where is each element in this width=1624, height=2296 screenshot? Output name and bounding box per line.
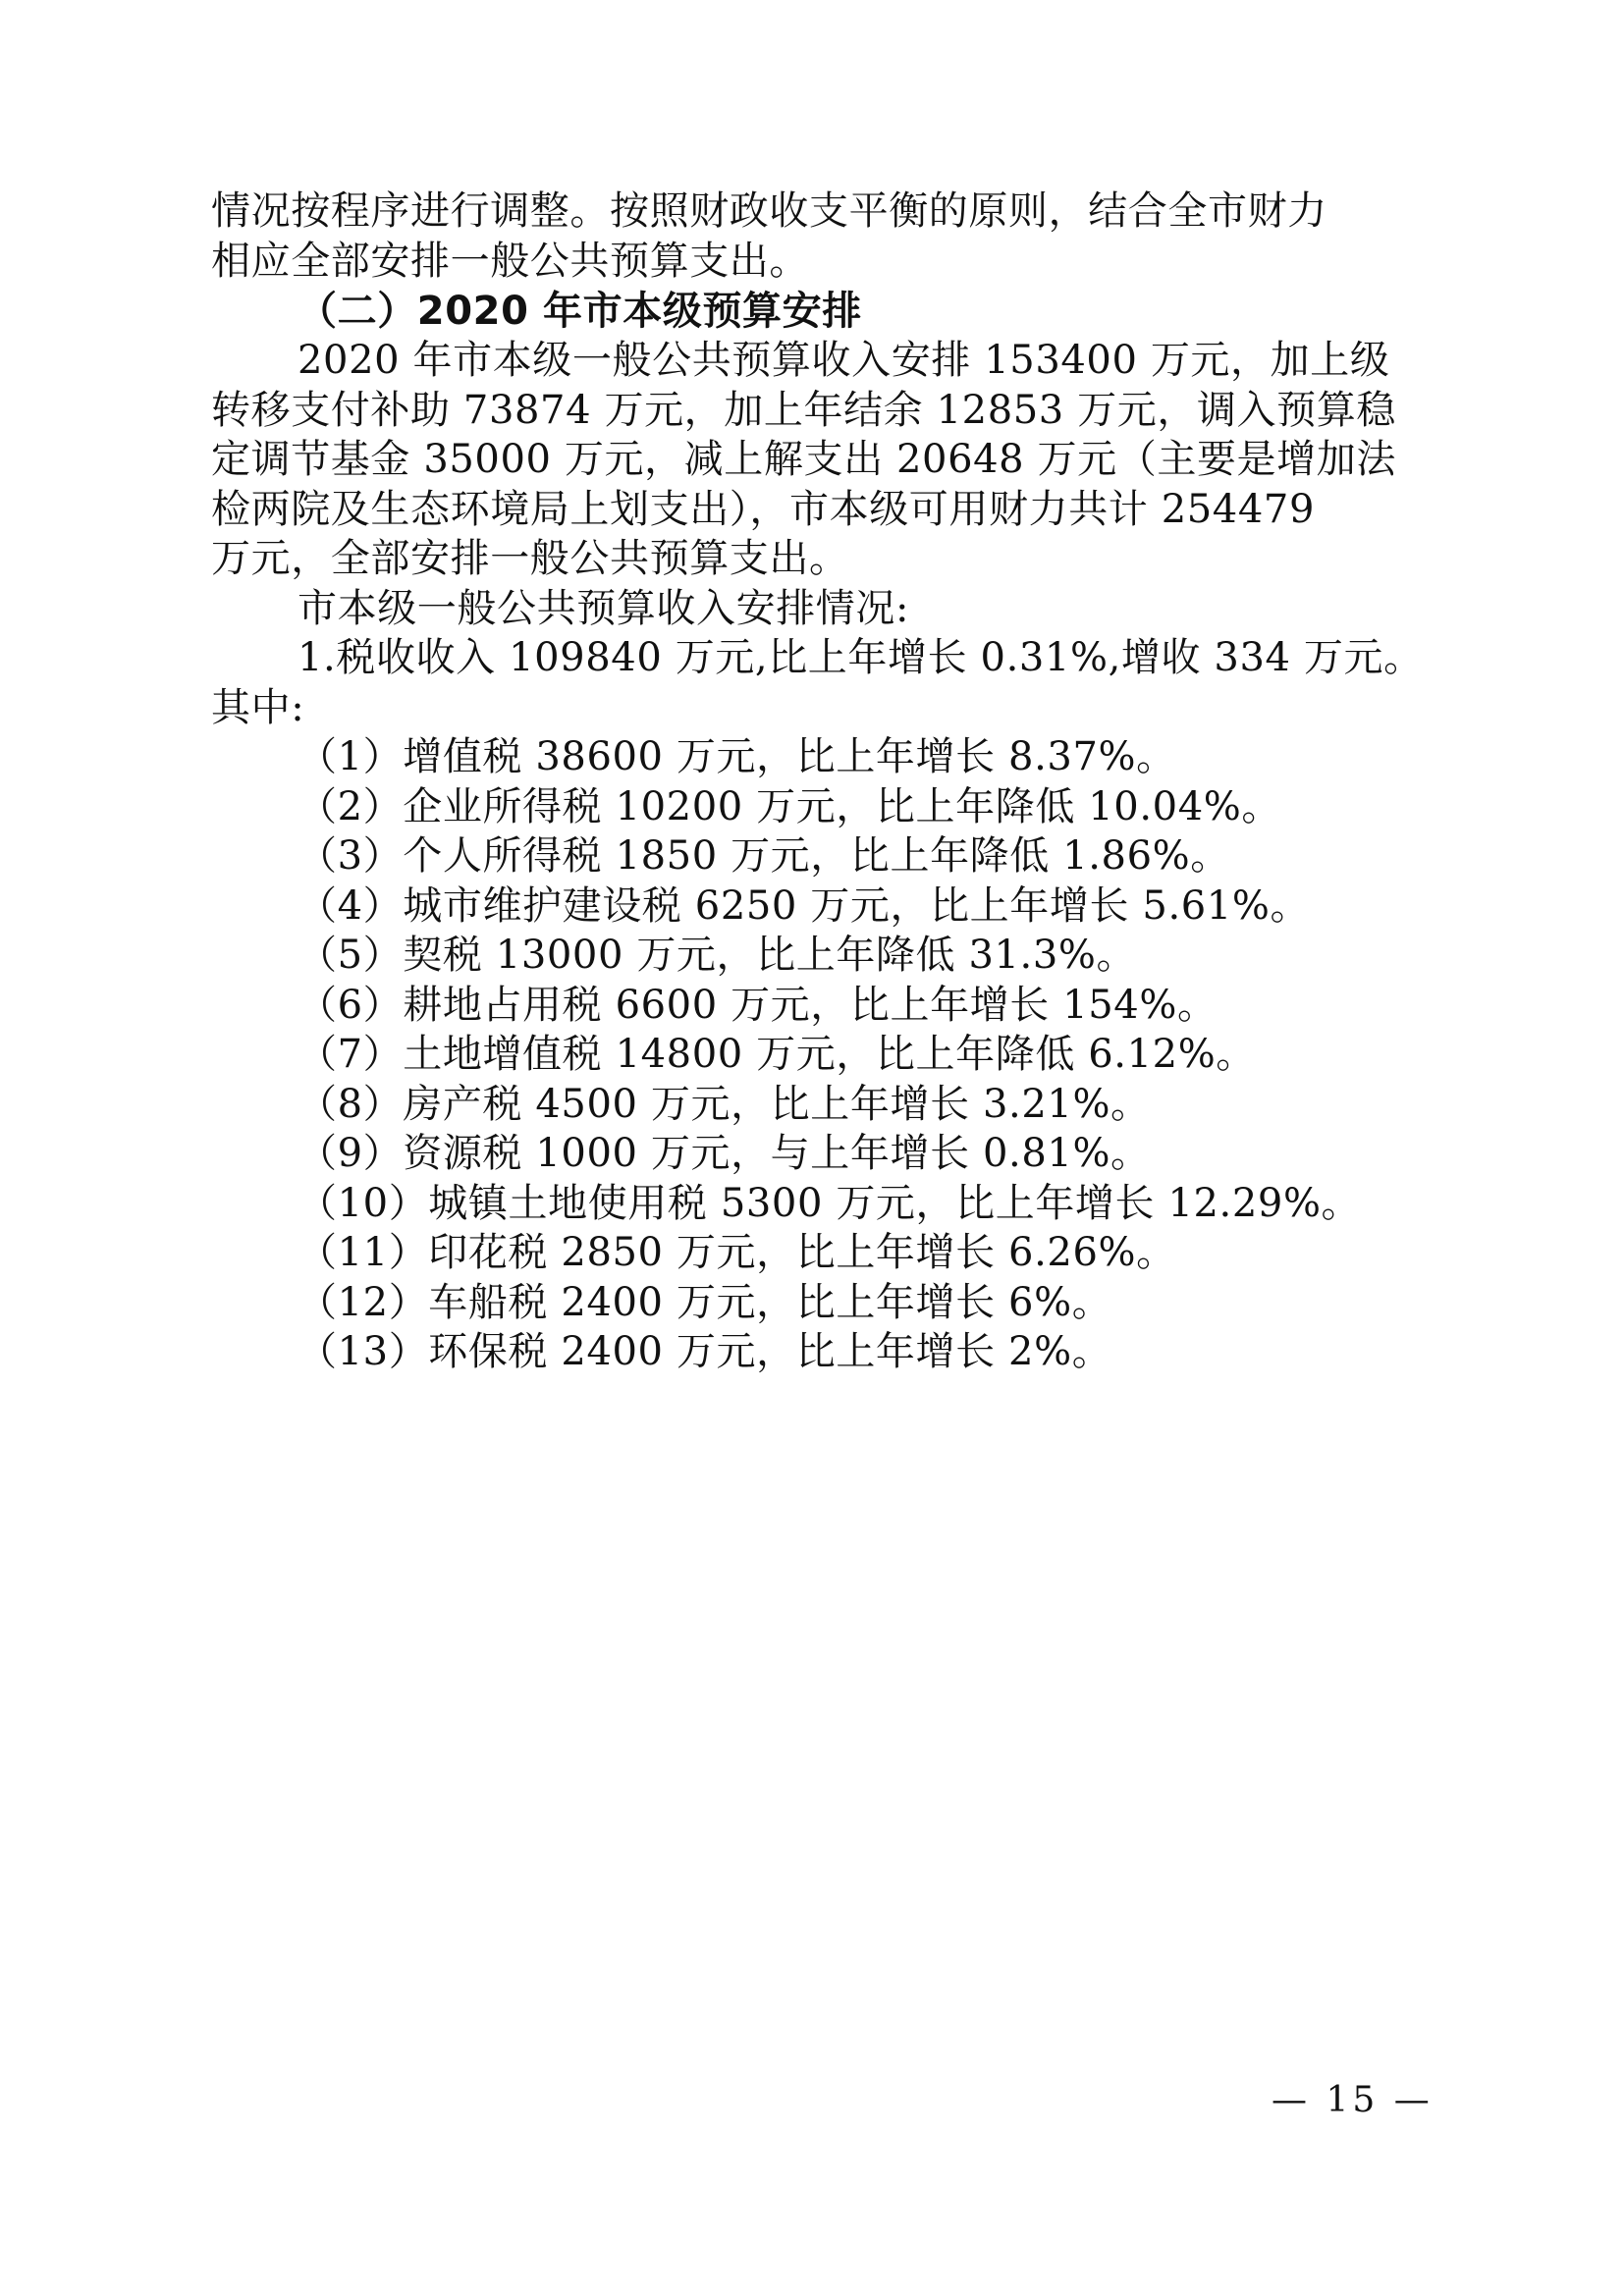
section-heading: （二）2020 年市本级预算安排 [298, 289, 862, 334]
tax-item: （1）增值税 38600 万元，比上年增长 8.37%。 [298, 734, 1176, 779]
tax-item: （9）资源税 1000 万元，与上年增长 0.81%。 [298, 1131, 1151, 1176]
paragraph-line: 2020 年市本级一般公共预算收入安排 153400 万元，加上级 [298, 338, 1390, 383]
paragraph-line: 检两院及生态环境局上划支出），市本级可用财力共计 254479 [211, 487, 1316, 532]
tax-item: （7）土地增值税 14800 万元，比上年降低 6.12%。 [298, 1032, 1256, 1077]
paragraph-line: 其中: [211, 685, 305, 730]
tax-item: （13）环保税 2400 万元，比上年增长 2%。 [298, 1329, 1112, 1374]
tax-item: （8）房产税 4500 万元，比上年增长 3.21%。 [298, 1082, 1151, 1127]
tax-item: （2）企业所得税 10200 万元，比上年降低 10.04%。 [298, 784, 1281, 829]
paragraph-line: 市本级一般公共预算收入安排情况: [298, 586, 910, 631]
tax-item: （4）城市维护建设税 6250 万元，比上年增长 5.61%。 [298, 883, 1311, 929]
tax-item: （12）车船税 2400 万元，比上年增长 6%。 [298, 1280, 1112, 1325]
tax-item: （10）城镇土地使用税 5300 万元，比上年增长 12.29%。 [298, 1181, 1362, 1226]
tax-item: （5）契税 13000 万元，比上年降低 31.3%。 [298, 933, 1137, 978]
paragraph-line: 相应全部安排一般公共预算支出。 [211, 239, 809, 284]
paragraph-line: 情况按程序进行调整。按照财政收支平衡的原则，结合全市财力 [211, 188, 1327, 234]
paragraph-line: 1.税收收入 109840 万元,比上年增长 0.31%,增收 334 万元。 [298, 635, 1424, 680]
tax-item: （11）印花税 2850 万元，比上年增长 6.26%。 [298, 1230, 1176, 1275]
page-number: — 15 — [1272, 2080, 1434, 2120]
document-page [211, 0, 1429, 2296]
tax-item: （6）耕地占用税 6600 万元，比上年增长 154%。 [298, 983, 1218, 1028]
tax-item: （3）个人所得税 1850 万元，比上年降低 1.86%。 [298, 833, 1230, 879]
paragraph-line: 转移支付补助 73874 万元，加上年结余 12853 万元，调入预算稳 [211, 388, 1396, 433]
paragraph-line: 定调节基金 35000 万元，减上解支出 20648 万元（主要是增加法 [211, 437, 1396, 482]
paragraph-line: 万元，全部安排一般公共预算支出。 [211, 536, 849, 581]
